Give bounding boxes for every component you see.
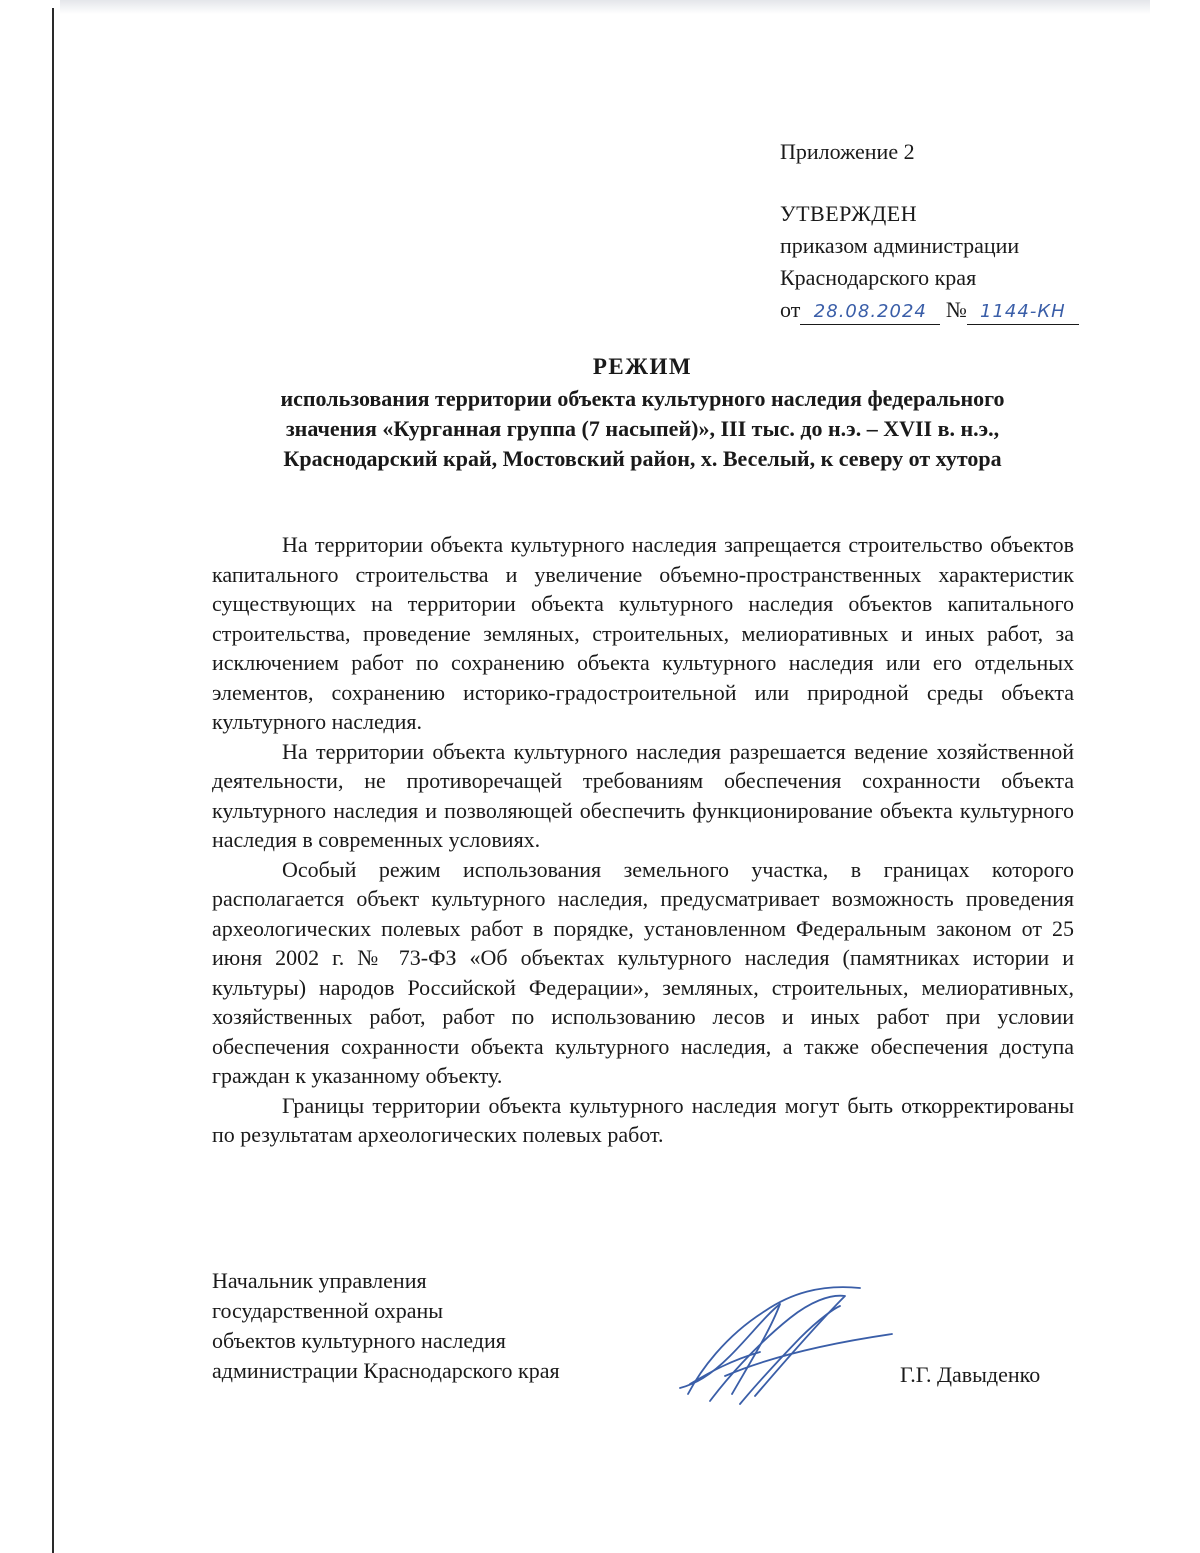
appendix-block [780, 136, 1160, 326]
body-paragraph-4: Границы территории объекта культурного наследия могут быть откорректированы по результатам археологических полевых работ. [212, 1092, 1074, 1147]
position-line-2: государственной охраны [212, 1298, 444, 1323]
position-line-3: объектов культурного наследия [212, 1328, 506, 1353]
position-line-4: администрации Краснодарского края [212, 1358, 560, 1383]
signatory-position [212, 1266, 642, 1386]
heading-subtitle-line-2: значения «Курганная группа (7 насыпей)», III тыс. до н.э. – XVII в. н.э., [285, 416, 1000, 441]
heading-subtitle-line-1: использования территории объекта культурного наследия федерального [280, 386, 1005, 411]
date-field [800, 298, 940, 325]
scan-top-shadow [60, 0, 1150, 14]
position-line-1: Начальник управления [212, 1268, 427, 1293]
appendix-label: Приложение 2 [780, 139, 915, 164]
handwritten-number: 1144-КН [980, 301, 1066, 322]
approved-title: УТВЕРЖДЕН [780, 201, 918, 226]
number-prefix: № [945, 297, 967, 322]
date-prefix: от [780, 297, 801, 322]
handwritten-signature [670, 1276, 900, 1411]
handwritten-date: 28.08.2024 [813, 301, 927, 322]
document-body [212, 530, 1074, 1150]
order-date-number-line [780, 294, 1160, 326]
body-paragraph-2: На территории объекта культурного наследия разрешается ведение хозяйственной деятельности, не противоречащей требованиям обеспечения сохранности объекта культурного наследия и позволяющей обеспечить функционирование объекта культурного наследия в современных условиях. [212, 738, 1074, 852]
approved-by-line-2: Краснодарского края [780, 265, 977, 290]
approved-by-line-1: приказом администрации [780, 233, 1020, 258]
body-paragraph-1: На территории объекта культурного наследия запрещается строительство объектов капитального строительства и увеличение объемно-пространственных характеристик существующих на территории объекта культурного наследия объектов капитального строительства, проведение земляных, строительных, мелиоративных и иных работ, за исключением работ по сохранению объекта культурного наследия или его отдельных элементов, сохранению историко-градостроительной или природной среды объекта культурного наследия. [212, 532, 1074, 734]
signer-name: Г.Г. Давыденко [900, 1362, 1041, 1387]
document-heading [210, 352, 1075, 474]
heading-subtitle-line-3: Краснодарский край, Мостовский район, х. Веселый, к северу от хутора [283, 446, 1002, 471]
scan-left-edge [52, 8, 54, 1553]
number-field [967, 298, 1079, 325]
heading-title: РЕЖИМ [592, 354, 693, 379]
body-paragraph-3: Особый режим использования земельного участка, в границах которого располагается объект культурного наследия, предусматривает возможность проведения археологических полевых работ в порядке, установленном Федеральным законом от 25 июня 2002 г. № 73-ФЗ «Об объектах культурного наследия (памятниках истории и культуры) народов Российской Федерации», земляных, строительных, мелиоративных, хозяйственных работ, работ по использованию лесов и иных работ при условии обеспечения сохранности объекта культурного наследия, а также обеспечения доступа граждан к указанному объекту. [212, 856, 1074, 1088]
